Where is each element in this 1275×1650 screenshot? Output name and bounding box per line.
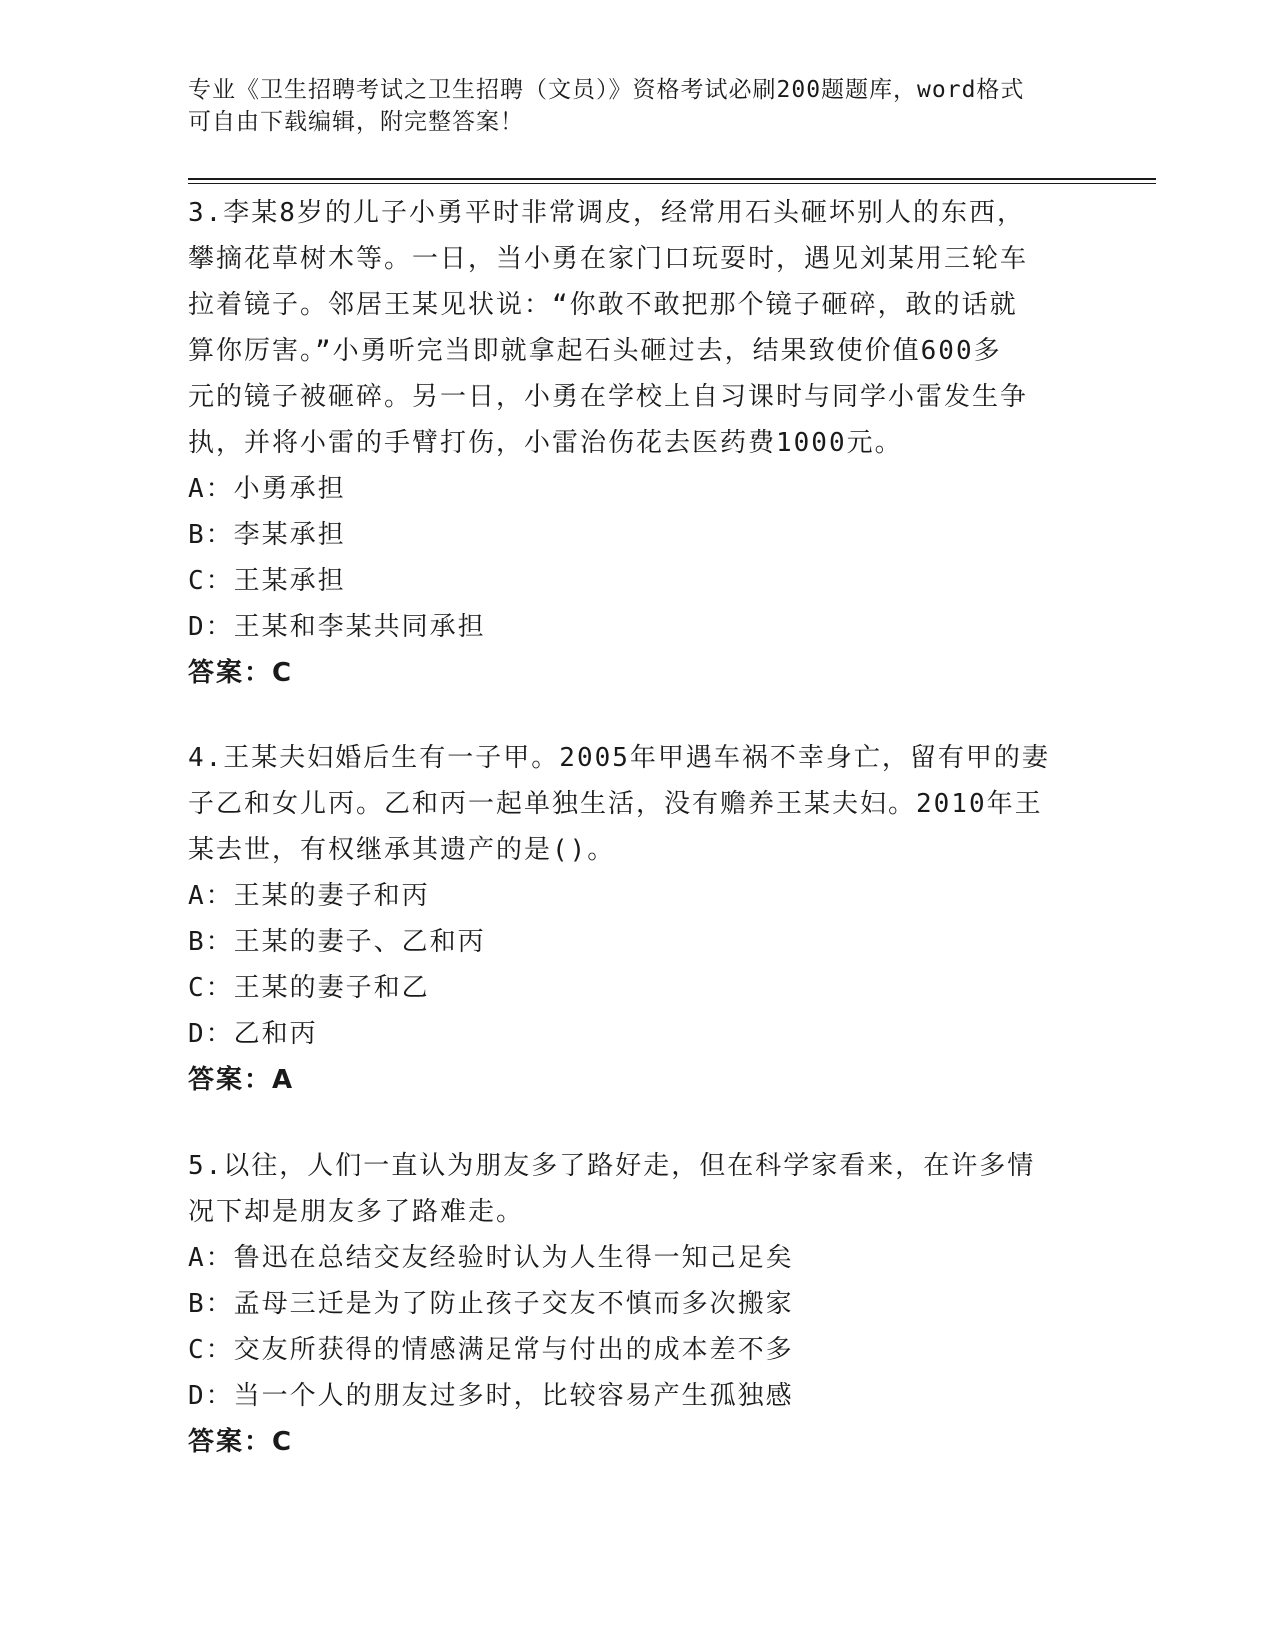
- option-d: D：当一个人的朋友过多时，比较容易产生孤独感: [188, 1381, 794, 1411]
- option-d: D：王某和李某共同承担: [188, 612, 486, 642]
- header-divider-thin: [188, 183, 1156, 184]
- question-4: [188, 735, 1068, 1103]
- header-line-1: 专业《卫生招聘考试之卫生招聘（文员）》资格考试必刷200题题库，word格式: [188, 77, 1025, 103]
- question-line: 4.王某夫妇婚后生有一子甲。2005年甲遇车祸不幸身亡，留有甲的妻: [188, 743, 1050, 773]
- question-line: 攀摘花草树木等。一日，当小勇在家门口玩耍时，遇见刘某用三轮车: [188, 244, 1029, 274]
- question-text: [188, 1143, 1068, 1235]
- option-b: B：孟母三迁是为了防止孩子交友不慎而多次搬家: [188, 1289, 794, 1319]
- answer-label: 答案：C: [188, 1427, 294, 1457]
- question-line: 某去世，有权继承其遗产的是()。: [188, 835, 616, 865]
- question-line: 况下却是朋友多了路难走。: [188, 1197, 525, 1227]
- question-line: 执，并将小雷的手臂打伤，小雷治伤花去医药费1000元。: [188, 428, 903, 458]
- question-5: [188, 1143, 1068, 1465]
- option-b: B：李某承担: [188, 520, 346, 550]
- option-d: D：乙和丙: [188, 1019, 318, 1049]
- option-a: A：鲁迅在总结交友经验时认为人生得一知己足矣: [188, 1243, 794, 1273]
- question-line: 元的镜子被砸碎。另一日，小勇在学校上自习课时与同学小雷发生争: [188, 382, 1029, 412]
- header-line-2: 可自由下载编辑，附完整答案！: [188, 109, 524, 135]
- question-text: [188, 190, 1068, 466]
- question-line: 5.以往，人们一直认为朋友多了路好走，但在科学家看来，在许多情: [188, 1151, 1036, 1181]
- page-header: [188, 74, 1068, 138]
- option-b: B：王某的妻子、乙和丙: [188, 927, 486, 957]
- header-divider-thick: [188, 178, 1156, 180]
- question-text: [188, 735, 1068, 873]
- answer-label: 答案：A: [188, 1065, 295, 1095]
- option-c: C：王某承担: [188, 566, 346, 596]
- option-a: A：王某的妻子和丙: [188, 881, 430, 911]
- answer-label: 答案：C: [188, 658, 294, 688]
- question-line: 3.李某8岁的儿子小勇平时非常调皮，经常用石头砸坏别人的东西，: [188, 198, 1025, 228]
- option-c: C：王某的妻子和乙: [188, 973, 430, 1003]
- question-line: 拉着镜子。邻居王某见状说：“你敢不敢把那个镜子砸碎，敢的话就: [188, 290, 1018, 320]
- option-c: C：交友所获得的情感满足常与付出的成本差不多: [188, 1335, 794, 1365]
- question-line: 子乙和女儿丙。乙和丙一起单独生活，没有赡养王某夫妇。2010年王: [188, 789, 1043, 819]
- question-line: 算你厉害。”小勇听完当即就拿起石头砸过去，结果致使价值600多: [188, 336, 1002, 366]
- option-a: A：小勇承担: [188, 474, 346, 504]
- question-3: [188, 190, 1068, 696]
